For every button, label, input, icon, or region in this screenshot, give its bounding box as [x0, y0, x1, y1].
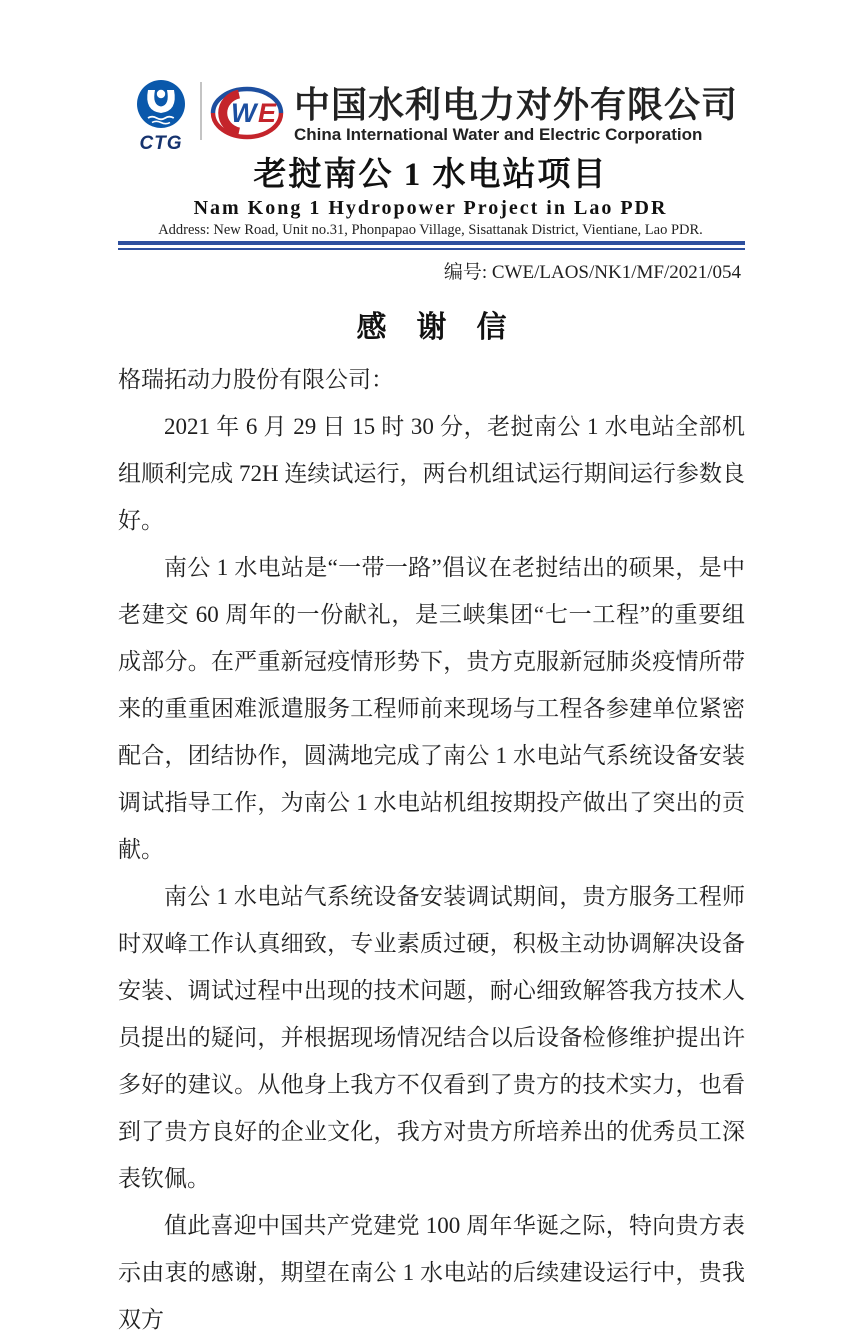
- cwe-letter-e: E: [258, 97, 277, 128]
- ctg-dam-icon: [133, 79, 189, 133]
- ctg-logo-label: CTG: [139, 132, 183, 154]
- company-names: [294, 85, 861, 146]
- salutation: 格瑞拓动力股份有限公司：: [118, 367, 394, 392]
- logo-divider: [200, 82, 202, 140]
- project-title-zh: 老挝南公 1 水电站项目: [253, 157, 608, 193]
- company-name-en: China International Water and Electric Corporation: [294, 124, 703, 144]
- paragraph-3: 南公 1 水电站气系统设备安装调试期间，贵方服务工程师时双峰工作认真细致，专业素质过硬，积极主动协调解决设备安装、调试过程中出现的技术问题，耐心细致解答我方技术人员提出的疑问，并根据现场情况结合以后设备检修维护提出许多好的建议。从他身上我方不仅看到了贵方的技术实力，也看到了贵方良好的企业文化，我方对贵方所培养出的优秀员工深表钦佩。: [118, 884, 745, 1191]
- paragraph-4: 值此喜迎中国共产党建党 100 周年华诞之际，特向贵方表示由衷的感谢，期望在南公 1 水电站的后续建设运行中，贵我双方: [118, 1213, 745, 1332]
- paragraph-1: 2021 年 6 月 29 日 15 时 30 分，老挝南公 1 水电站全部机组顺利完成 72H 连续试运行，两台机组试运行期间运行参数良好。: [118, 414, 745, 533]
- cwe-oval-icon: [208, 84, 286, 142]
- project-title-en: Nam Kong 1 Hydropower Project in Lao PDR: [193, 197, 668, 219]
- header-rule: [118, 241, 745, 250]
- reference-number: 编号: CWE/LAOS/NK1/MF/2021/054: [443, 262, 741, 283]
- paragraph-2: 南公 1 水电站是“一带一路”倡议在老挝结出的硕果，是中老建交 60 周年的一份献礼，是三峡集团“七一工程”的重要组成部分。在严重新冠疫情形势下，贵方克服新冠肺炎疫情所带来的重重困难派遣服务工程师前来现场与工程各参建单位紧密配合，团结协作，圆满地完成了南公 1 水电站气系统设备安装调试指导工作，为南公 1 水电站机组按期投产做出了突出的贡献。: [118, 555, 745, 862]
- cwe-letter-w: W: [231, 97, 257, 128]
- letterhead: [0, 80, 861, 250]
- address-line: Address: New Road, Unit no.31, Phonpapao Village, Sisattanak District, Vientiane, Lao PDR.: [158, 222, 703, 238]
- ctg-logo: [126, 79, 196, 152]
- letter-body: [118, 308, 745, 1343]
- logo-row: [126, 80, 861, 154]
- letter-title: 感 谢 信: [356, 311, 507, 344]
- cwe-logo: [208, 84, 286, 147]
- company-name-zh: 中国水利电力对外有限公司: [294, 83, 739, 125]
